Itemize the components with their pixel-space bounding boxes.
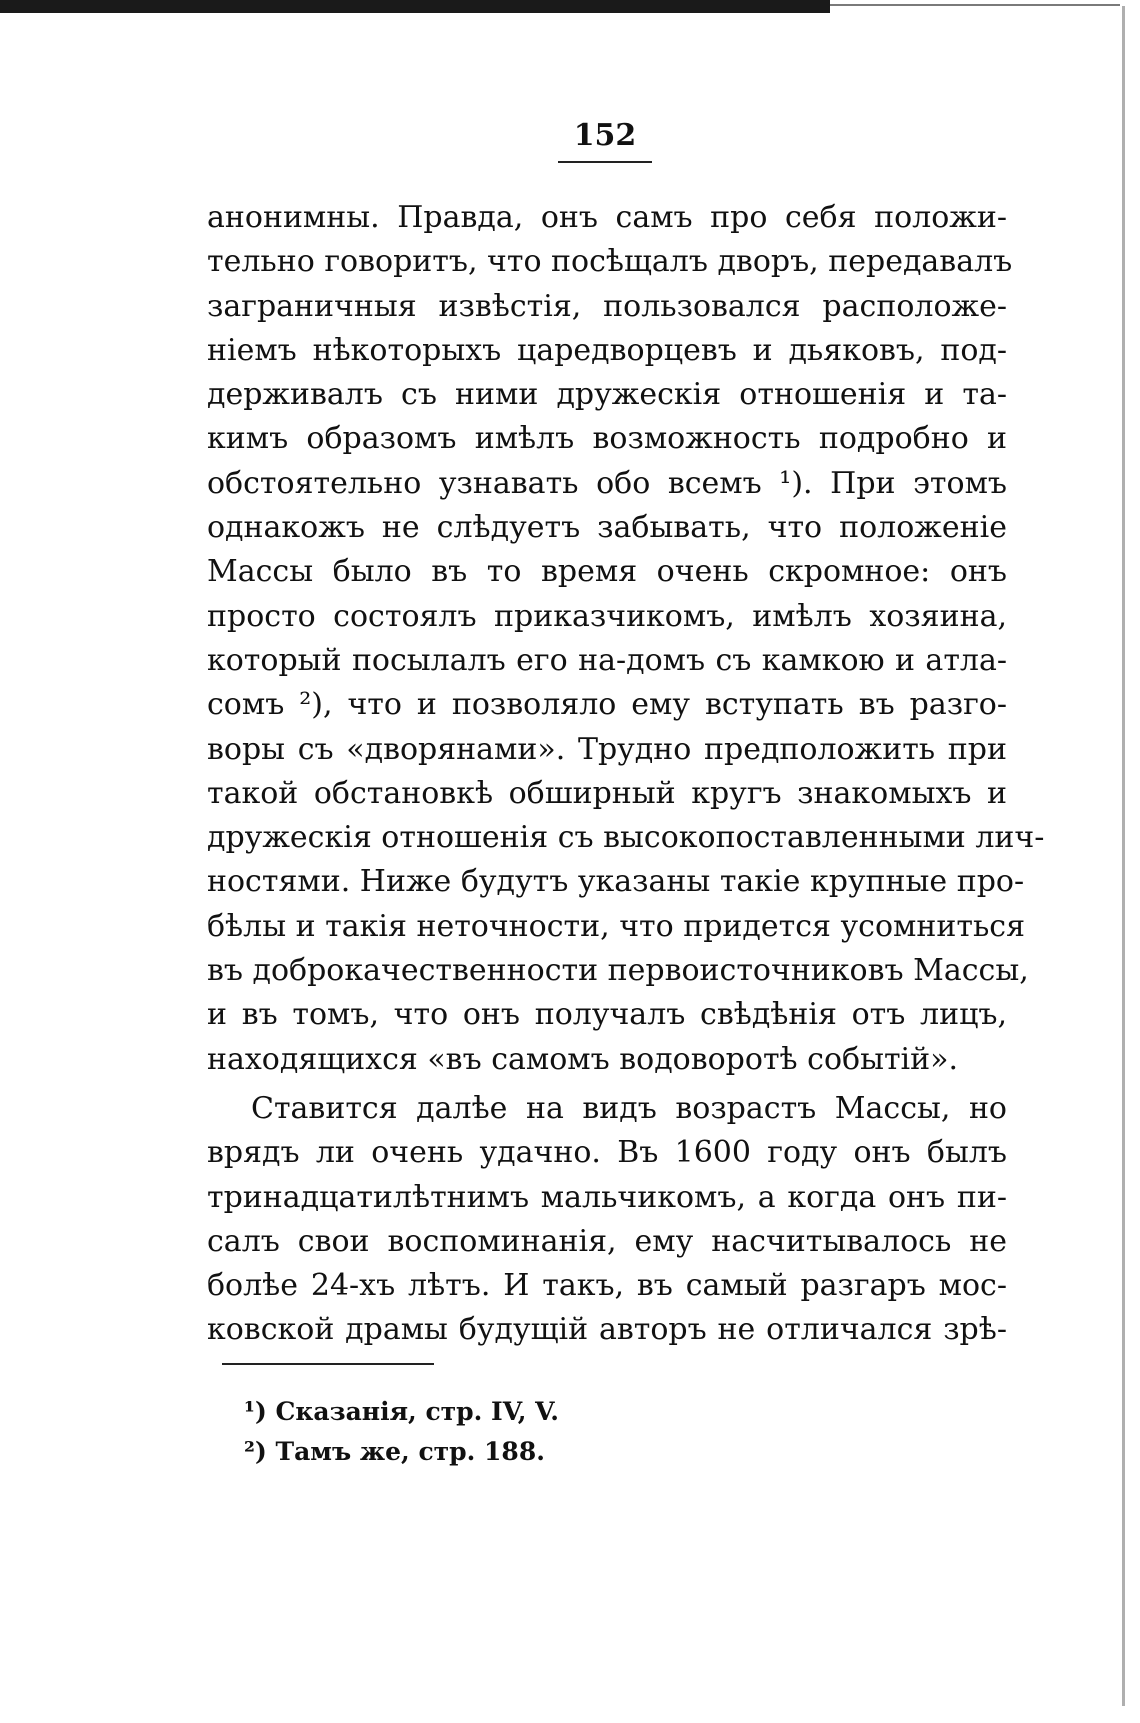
text-line: такой обстановкѣ обширный кругъ знакомыхъ и (207, 775, 1007, 811)
page-number-rule (558, 161, 652, 163)
text-line: ковской драмы будущій авторъ не отличался зрѣ- (207, 1312, 1007, 1348)
text-line: который посылалъ его на-домъ съ камкою и атла- (207, 642, 1007, 678)
text-line: и въ томъ, что онъ получалъ свѣдѣнія отъ лицъ, (207, 997, 1007, 1033)
paragraph-1 (207, 196, 1045, 1082)
text-line: сомъ ²), что и позволяло ему вступать въ разго- (207, 687, 1007, 723)
footnote-1: ¹) Сказанія, стр. IV, V. (244, 1397, 559, 1426)
text-line: въ доброкачественности первоисточниковъ Массы, (207, 953, 1029, 989)
footnotes (244, 1392, 944, 1472)
text-line: воры съ «дворянами». Трудно предположить при (207, 731, 1007, 767)
top-scan-edge (0, 0, 830, 13)
text-line: бѣлы и такія неточности, что придется усомниться (207, 908, 1026, 944)
paragraph-2 (207, 1087, 1007, 1353)
text-line: держивалъ съ ними дружескія отношенія и та- (207, 377, 1007, 413)
text-line: Ставится далѣе на видъ возрастъ Массы, но (251, 1090, 1007, 1126)
body-text (207, 196, 1045, 1353)
text-line: анонимны. Правда, онъ самъ про себя положи- (207, 200, 1007, 235)
top-scan-edge-thin (830, 4, 1120, 6)
text-line: просто состоялъ приказчикомъ, имѣлъ хозяина, (207, 598, 1007, 634)
text-line: ніемъ нѣкоторыхъ царедворцевъ и дьяковъ, под- (207, 332, 1007, 368)
text-line: однакожъ не слѣдуетъ забывать, что положеніе (207, 510, 1007, 546)
right-scan-edge (1122, 6, 1125, 1706)
text-line: болѣе 24-хъ лѣтъ. И такъ, въ самый разгаръ мос- (207, 1268, 1007, 1304)
text-line: салъ свои воспоминанія, ему насчитывалось не (207, 1223, 1007, 1259)
footnote-2: ²) Тамъ же, стр. 188. (244, 1437, 545, 1466)
footnote-rule (222, 1363, 434, 1365)
text-line: тельно говоритъ, что посѣщалъ дворъ, передавалъ (207, 244, 1013, 280)
text-line: дружескія отношенія съ высокопоставленными лич- (207, 820, 1045, 856)
text-line: тринадцатилѣтнимъ мальчикомъ, а когда онъ пи- (207, 1179, 1007, 1215)
text-line: находящихся «въ самомъ водоворотѣ событій». (207, 1041, 959, 1077)
text-line: заграничныя извѣстія, пользовался расположе- (207, 288, 1007, 324)
text-line: Массы было въ то время очень скромное: онъ (207, 554, 1007, 590)
text-line: врядъ ли очень удачно. Въ 1600 году онъ былъ (207, 1135, 1007, 1171)
text-line: кимъ образомъ имѣлъ возможность подробно и (207, 421, 1007, 457)
text-line: обстоятельно узнавать обо всемъ ¹). При этомъ (207, 465, 1007, 501)
page-number: 152 (573, 118, 637, 153)
text-line: ностями. Ниже будутъ указаны такіе крупные про- (207, 864, 1025, 900)
